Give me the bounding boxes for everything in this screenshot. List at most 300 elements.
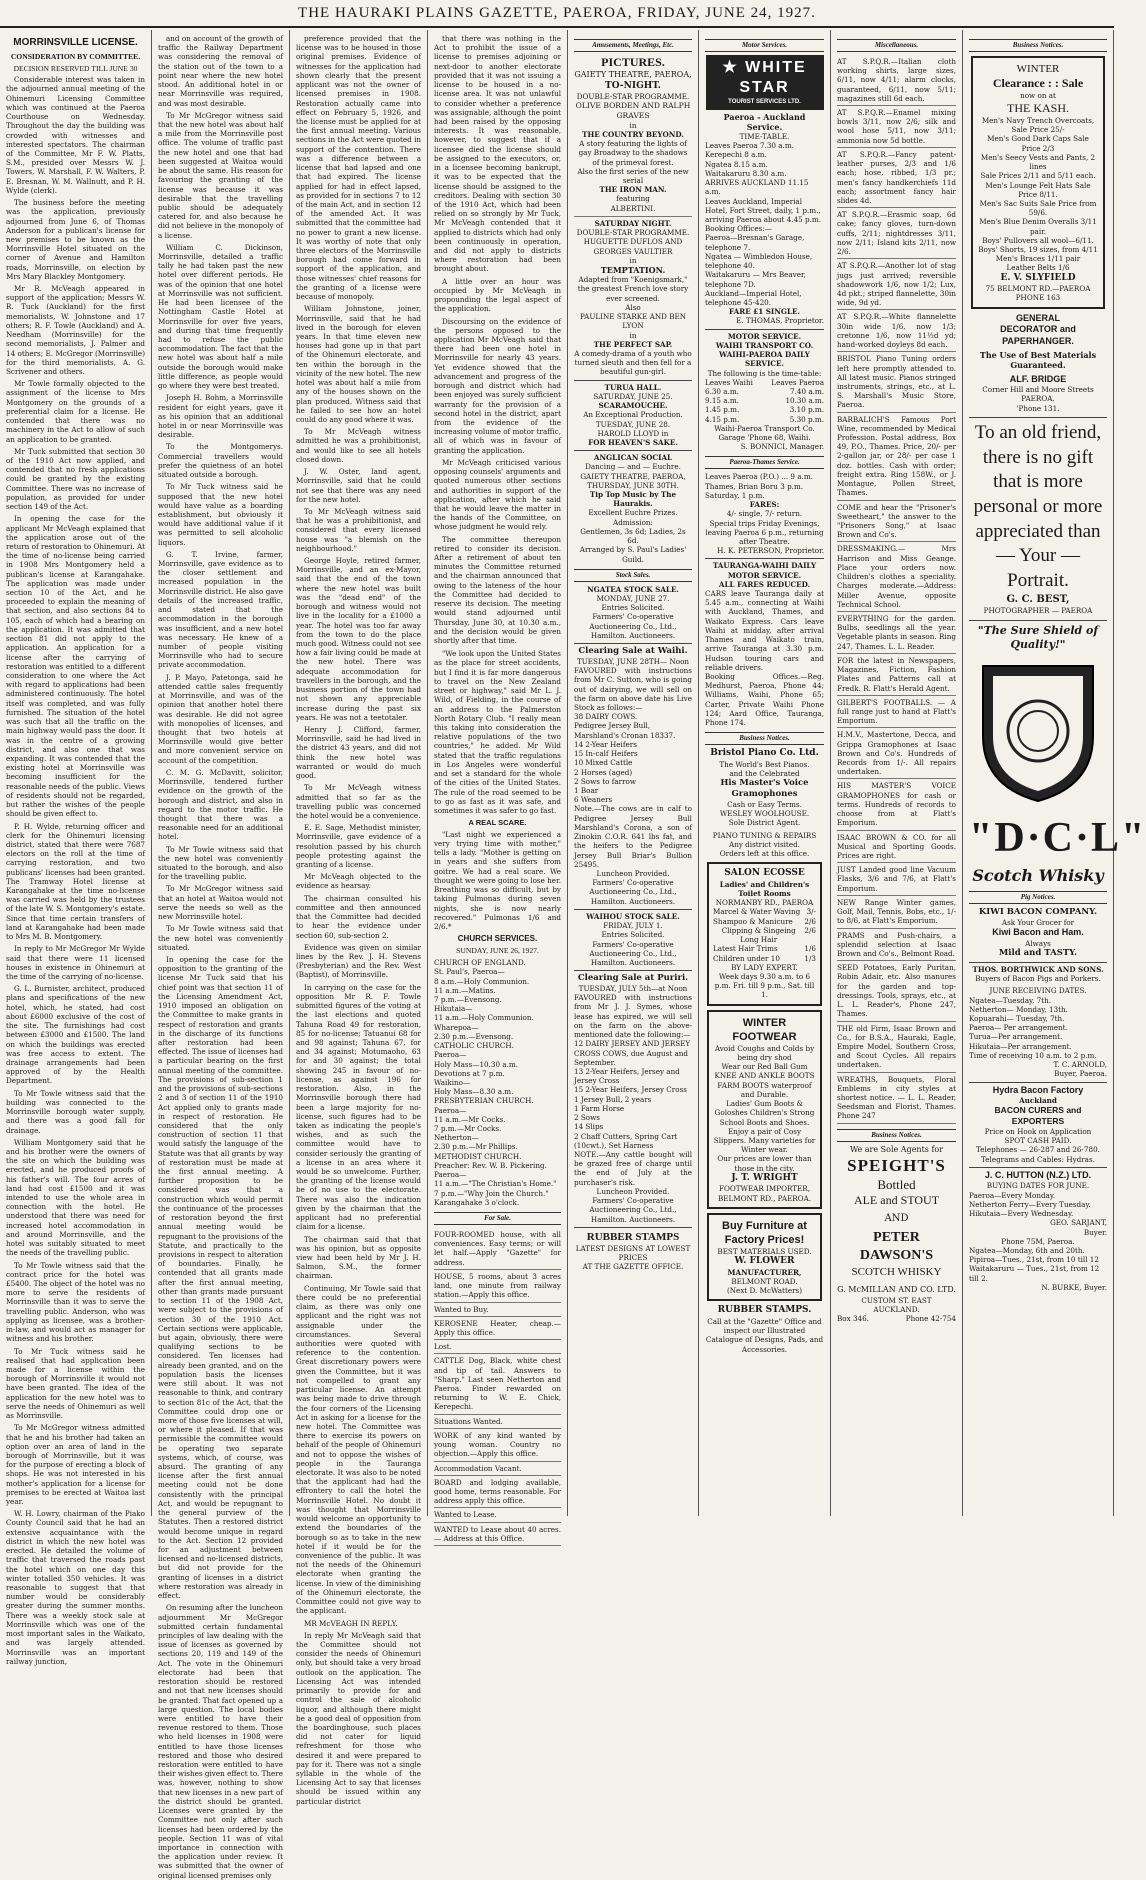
time-line: Leaves Paeroa 7.30 a.m. (705, 141, 794, 151)
winter: WINTER (1016, 62, 1060, 75)
misc-ad: HIS MASTER'S VOICE GRAMOPHONES for cash or terms. Hundreds of records to choose from at Flatt's Emporium. (837, 779, 956, 830)
bottled: Bottled (877, 1176, 916, 1192)
tues: TUESDAY, JUNE 28. (595, 419, 671, 429)
church-line: Hikutaia— (434, 1004, 473, 1014)
misc-ad: ISAAC BROWN & CO. for all Musical and Sporting Goods. Prices are right. (837, 831, 956, 864)
also1: Also the first series of the new serial (577, 166, 689, 186)
tuning3: Orders left at this office. (719, 849, 810, 859)
scaramouche: SCARAMOUCHE. (598, 401, 668, 411)
now-on: now on at (1020, 91, 1056, 101)
stock-item: 10 Mixed Cattle (574, 758, 633, 768)
misc-ad: AT S.P.Q.R.—Italian cloth working shirts, large sizes, 6/11, now 4/11; alarm clocks, guaranteed, 6/11, now 5/11; magazines still 6d each. (837, 55, 956, 106)
tele: Telephones — 26-287 and 26-780. Telegrams and Cables: Hydras. (976, 1145, 1100, 1164)
tuning: PIANO TUNING & REPAIRS (712, 830, 817, 840)
mfr: MANUFACTURER, (727, 1267, 802, 1277)
june: JUNE RECEIVING DATES. (989, 986, 1087, 996)
misc-ad: JUST Landed good line Vacuum Flasks, 3/6 and 7/6, at Flatt's Emporium. (837, 863, 956, 896)
buy: Buy Furniture at (722, 1219, 807, 1232)
wesley: WESLEY WOOLHOUSE. (719, 809, 810, 819)
column-5 (568, 30, 699, 1516)
rubber2: LATEST DESIGNS AT LOWEST PRICES (575, 1243, 691, 1263)
date-line: Pipiroa—Tues., 21st, from 10 till 12 (969, 1255, 1099, 1265)
arranged: Arranged by S. Paul's Ladies' Guild. (579, 545, 687, 564)
price-cell: 1/3 (804, 953, 816, 963)
church-line: Paeroa— (434, 1050, 467, 1060)
phone131: 'Phone 131. (1016, 403, 1060, 413)
prog2: DOUBLE-STAR PROGRAMME. (576, 228, 690, 238)
classified-item: FOUR-ROOMED house, with all conveniences. Easy terms; or will let half.—Apply "Gazette" for address. (434, 1228, 561, 1270)
stock-item: 2 Sows to farrow (574, 776, 637, 786)
timetable-cell: 4.15 p.m. (705, 414, 740, 424)
times (705, 141, 824, 224)
kash-items (977, 116, 1099, 273)
timetable-row (705, 415, 824, 424)
paragraph: The chairman said that that was his opinion, but as opposite view had been held by Mr J. H. Salmon, S.M., the former chairman. (296, 1234, 421, 1281)
stock-item: 13 2-Year Heifers, Jersey and Jersey Cross (574, 1067, 680, 1086)
date-line: Ngatea—Monday, 6th and 20th. (969, 1245, 1085, 1255)
winter-footwear-ad (707, 1010, 822, 1209)
timetable-row (705, 405, 824, 414)
stock-item: 2 Sows (574, 1113, 600, 1123)
misc-ad: AT S.P.Q.R.—Another lot of stag jugs just arrived; reversible shadowwork 1/6, now 1/2; Lux, 4d pkt.; striped flannelette, 30in wide, 9d yd. (837, 259, 956, 310)
price-cell: Latest Hair Trims (713, 944, 778, 954)
gaiety2: GAIETY THEATRE, PAEROA, (580, 471, 686, 481)
paragraph: Henry J. Clifford, farmer, Morrinsville, said he had lived in the district 43 years, and did not think the new hotel was warranted or would do much good. (296, 724, 421, 781)
stock-item: 2 Chaff Cutters, Spring Cart (10cwt.), Set Harness (574, 1131, 678, 1150)
film2: THE IRON MAN. (599, 185, 667, 195)
rules-of-road-article (434, 649, 561, 815)
paragraph: William Montgomery said that he and his brother were the owners of the site on which the building was erected, and he produced proofs of his father's will. The four acres of land had cost £1500 and it was intended to use the whole area in connection with the hotel. He understood that there was need for increased hotel accommodation in and around Morrinsville, and the hotel was suitably situated to meet the needs of the travelling public. (6, 1137, 145, 1258)
date-line: Turua—Per arrangement. (969, 1032, 1063, 1042)
star2: ALBERTINI. (610, 203, 656, 213)
classified-item: KEROSENE Heater, cheap.—Apply this office. (434, 1317, 561, 1340)
church-line: 2.30 p.m.—Mr Phillips. (434, 1142, 518, 1152)
desc1: A story featuring the lights of gay Broadway to the shadows of the primeval forest. (578, 139, 688, 167)
timetable-cell: 3.10 p.m. (789, 405, 824, 415)
phone: PHONE 163 (1015, 293, 1061, 303)
mgr: S. BONNICI, Manager. (740, 442, 824, 452)
misc-ad: THE old Firm, Isaac Brown and Co., for B.S.A., Hauraki, Eagle, Empire Model, Southern Cross, and Scout Cycles. All repairs undertaken. (837, 1022, 956, 1073)
church-line: Wharepoa— (434, 1022, 479, 1032)
article-body (296, 34, 421, 1806)
stock-item: 1 Farm Horse (574, 1103, 625, 1113)
paragraph: To Mr Towle witness said that the new hotel was conveniently situated. (158, 924, 283, 952)
church-line: PRESBYTERIAN CHURCH. (434, 1096, 534, 1106)
scotch: SCOTCH WHISKY (851, 1266, 942, 1279)
time-line: Kerepechi 8 a.m. (705, 150, 767, 160)
lloyd: HAROLD LLOYD in (597, 428, 669, 438)
time-line: ARRIVES AUCKLAND 11.15 a.m. (705, 178, 809, 197)
article-body (6, 75, 145, 1666)
price: Price on Hook on Application (984, 1127, 1092, 1137)
misc-ad: AT S.P.Q.R.—Enamel mixing bowls 3/11, now 2/6; silk and wool hose 5/11, now 3/11; ammonia now 5d bottle. (837, 106, 956, 148)
speights-ad (837, 1145, 956, 1324)
band: Tip Top Music by The Haurakis. (589, 490, 677, 509)
misc-ad: AT S.P.Q.R.—Fancy patent-leather purses, 2/3 and 1/6 each; hose, ribbed, 1/3 pr.; men's fancy handkerchiefs 11d each; assortment fancy hair slides 4d. (837, 148, 956, 208)
fares-reduced: ALL FARES REDUCED. (718, 579, 811, 589)
spot: SPOT CASH PAID. (1004, 1136, 1072, 1146)
prizes: Excellent Euchre Prizes. (588, 508, 678, 518)
tt-rows (705, 387, 824, 424)
farmers4: Farmers' Co-operative Auctioneering Co., Ltd., Hamilton. Auctioneers. (589, 1196, 677, 1224)
salon: SALON ECOSSE (724, 868, 805, 879)
winter3: Wear our Red Ball Gum KNEE AND ANKLE BOOTS FARM BOOTS waterproof and Durable. (714, 1062, 815, 1099)
paragraph: Considerable interest was taken in the adjourned annual meeting of the Ohinemuri Licensing Committee which was continued at the Paeroa Courthouse on Wednesday. Throughout the day the building was crowded with witnesses and interested spectators. The chairman of the Committee, Mr F. W. Platts, S.M., presided over Messrs W. J. Towers, W. Marshall, F. W. Walters, P. E. Bresnan, W. M. Wallnutt, and P. H. Wylde (clerk). (6, 75, 145, 195)
price-row (713, 926, 816, 944)
waihou: WAIHOU STOCK SALE. (574, 909, 692, 921)
misc-ad: DRESSMAKING.— Mrs Harrison and Miss Geange. Place your orders now. Children's clothes a speciality. Charges moderate.—Address: Miller Avenue, opposite Technical School. (837, 542, 956, 612)
gmc: G. McMILLAN AND CO. LTD. (837, 1285, 956, 1295)
winter6: Our prices are lower than those in the city. (717, 1154, 812, 1173)
clearance: Clearance : : Sale (992, 76, 1084, 91)
factory: Factory Prices! (724, 1233, 805, 1246)
church-line: Paeroa— (434, 1170, 467, 1180)
church-line: 8 a.m.—Holy Communion. (434, 976, 530, 986)
church-line: Karangahake 3 o'clock. (434, 1197, 520, 1207)
price-cell: Children under 10 (713, 953, 780, 963)
paragraph: MR McVEAGH IN REPLY. (304, 1618, 398, 1628)
buyers: Buyers of Bacon Pigs and Porkers. (975, 974, 1101, 984)
paragraph: To Mr McGregor witness said that an hotel at Waitoa would not serve the needs so well as the new Morrinsville hotel. (158, 884, 283, 922)
paragraph: Discoursing on the evidence of the persons opposed to the application Mr McVeagh said that there had been one hotel in Morrinsville for nearly 43 years. Yet evidence showed that the advancement and progress of the borough and district which had been enjoyed was surely sufficient warranty for the provision of a second hotel in the district, apart from the evidence of the increasing volume of motor traffic, all of which was in favour of granting the application. (434, 316, 561, 455)
paragraph: In reply Mr McVeagh said that the Committee should not consider the needs of Ohinemuri only, but should take a very broad outlook on the application. The Licensing Act was intended primarily to provide for and control the sale of alcoholic liquor, and although there might be a good deal of opposition from the boardinghouse, such places did not cater for liquid refreshment for those who desired it and were prepared to pay for it. There was not a single syllable in the whole of the Licensing Act to say that licenses should be issued within any particular district (296, 1630, 421, 1806)
paragraph: To Mr McGregor witness admitted that he and his brother had taken an option over an area of land in the borough of Morrinsville, but it was for the purpose of erecting a block of shops. He was not interested in his mother's application for a license for premises to be erected at Waitoa last year. (6, 1423, 145, 1507)
time-line: Leaves Auckland, Imperial Hotel, Fort Street, daily, 1 p.m., arriving Paeroa about 4.45 p.m. (705, 196, 822, 224)
misc-ad: BRISTOL Piano Tuning orders left here promptly attended to. All latest music. Pianos stringed instruments, strings, etc., at L. S. Marshall's Music Store, Paeroa. (837, 352, 956, 412)
price-row (713, 944, 816, 953)
logo-sub: TOURIST SERVICES LTD. (728, 98, 801, 105)
sale-item: Men's Sac Suits Sale Price from 59/6. (979, 198, 1097, 218)
film3: TEMPTATION. (600, 265, 666, 275)
classified-item: Situations Wanted. (434, 1415, 561, 1429)
tw-head: TAURANGA-WAIHI DAILY MOTOR SERVICE. (705, 558, 824, 579)
entries: Entries Solicited. (601, 603, 665, 613)
misc-ad: WREATHS, Bouquets, Floral Emblems in city styles at shortest notice. — L. L. Reader, Seedsman and Florist, Thames. Phone 247 (837, 1073, 956, 1124)
church-line: 11 a.m.—Holy Communion. (434, 1013, 534, 1023)
also2: Also (625, 302, 641, 312)
paragraph: A little over an hour was occupied by Mr McVeagh in propounding the legal aspect of the application. (434, 276, 561, 314)
agent: Sole District Agent. (728, 818, 801, 828)
farmers2: Farmers' Co-operative Auctioneering Co., Ltd., Hamilton. Auctioneers. (589, 878, 677, 906)
white-star-logo: ★ WHITE STAR TOURIST SERVICES LTD. (706, 55, 824, 110)
church-line: METHODIST CHURCH. (434, 1151, 522, 1161)
star-icon: ★ (722, 58, 746, 76)
adm-fee: Gentlemen, 3s 6d; Ladies, 2s 6d. (580, 526, 686, 546)
pictures-title: PICTURES. (601, 54, 665, 69)
date-line: Hikutaia—Every Wednesday. (969, 1209, 1074, 1219)
misc-items (837, 55, 956, 1124)
column-4 (428, 30, 568, 1543)
time-line: Ngatea 8.15 a.m. (705, 159, 768, 169)
stock-item: 15 In-calf Heifers (574, 749, 638, 759)
timetable-row (705, 387, 824, 396)
masthead (0, 0, 1114, 28)
kiwi: KIWI BACON COMPANY. (978, 907, 1098, 918)
next: (Next D. McWatters) (726, 1286, 803, 1296)
scare-heading: A REAL SCARE. (468, 818, 527, 828)
price-cell: Clipping & Singeing Long Hair (721, 925, 796, 945)
salon3: NORMANBY RD., PAEROA (715, 898, 814, 908)
biz-heading: Business Notices. (705, 732, 824, 745)
special: Special trips Friday Evenings, leaving Paeroa 6 p.m., returning after Theatre. (705, 518, 824, 546)
stars3: PAULINE STARKE AND BEN LYON (579, 312, 687, 331)
church-list (434, 958, 561, 1207)
motor-heading: Motor Services. (705, 39, 824, 52)
paragraph: Evidence was given on similar lines by the Rev. J. H. Stevens (Presbyterian) and the Rev. West (Baptist), of Morrinsville. (296, 942, 421, 980)
sale-item: Sale Prices 2/11 and 5/11 each. (980, 171, 1096, 181)
price-cell: 1/6 (804, 944, 816, 954)
ngatea: NGATEA STOCK SALE. (587, 584, 679, 594)
mild: Mild and TASTY. (998, 948, 1078, 959)
column-8 (963, 30, 1146, 1516)
paragraph: In opening the case for the applicant Mr McVeagh explained that the application arose out of the return of restoration to Ohinemuri. At the time of no-license being carried in 1908 Mrs Montgomery held a publican's license at Karangahake. The application was made under section 10 of the Act, and he proceeded to explain the meaning of that section, and also sections 84 to 105, each of which had a bearing on the application. It was admitted that section 81 did not apply to the application. An application for a license after the carrying of restoration was entitled to a different consideration to one where the Act with regard to applications had been administered continuously. The hotel itself was completed, and was fully furnished. The situation of the hotel was such that all the traffic on the main highway would pass the door. It was in the centre of a growing district, and also one that was expanding. It was contended that the existing hotel at Morrinsville was becoming insufficient for the reasonable needs of the public. Views of residents should not be regarded, but rather the wishes of the people should be given effect to. (6, 514, 145, 819)
puriri-list (574, 1039, 692, 1150)
dancing: Dancing — and — Euchre. (585, 462, 681, 472)
timetable-cell: 1.45 p.m. (705, 405, 740, 415)
paragraph: William Johnstone, joiner, Morrinsville, said that he had lived in the borough for eleven years. In that time eleven new houses had gone up in that part of the Ohinemuri electorate, and ten within the borough in the vicinity of the new hotel. The new hotel was about half a mile from any of the houses shown on the plan produced. Witness said that he failed to see how an hotel could do any good where it was. (296, 304, 421, 424)
paragraph: To Mr McVeagh witness admitted he was a prohibitionist, and would like to see all hotels closed down. (296, 427, 421, 464)
misc-ad: COME and hear the "Prisoner's Sweetheart," the answer to the "Prisoners Song," at Isaac Brown and Co's. (837, 501, 956, 543)
paragraph: P. H. Wylde, returning officer and clerk for the Ohinemuri licensing district, stated that there were 7687 electors on the roll at the time of carrying restoration, and two publicans' licenses had been granted. The Tramway Hotel license at Karangahake at the time no-license was carried was held by the trustees of the late W. S. Montgomery's estate. Since that time certain transfers of land at Karangahake had been made to Mrs M. B. Montgomery. (6, 821, 145, 942)
church-line: Waikino— (434, 1077, 471, 1087)
winter4: Ladies' Gum Boots & Goloshes Children's Strong School Boots and Shoes. (714, 1099, 815, 1127)
church-line: Preacher: Rev. W. B. Pickering. (434, 1160, 547, 1170)
classified-item: HOUSE, 5 rooms, about 3 acres land, one minute from railway station.—Apply this office. (434, 1270, 561, 1303)
classified-item: WANTED to Lease about 40 acres. — Address at this Office. (434, 1523, 561, 1546)
sole: We are Sole Agents for (849, 1144, 944, 1154)
sale-item: Boys' Pullovers all wool—6/11. (982, 235, 1094, 245)
scare-text: "Last night we experienced a very trying time with mother," tells a lady. "Mother is getting on in years and she suffers from goitre. We had a real scare. We thought we were going to lose her. Breathing was so difficult, but by taking Pulmonas during seven nights, she is now nearly recovered." Pulmonas 1/6 and 2/6.* (434, 829, 561, 931)
paragraph: preference provided that the license was to be housed in those original premises. Evidence of witnesses for the application had shown clearly that the present applicant was not the owner of licensed premises in 1908. Restoration actually came into effect on February 5, 1926, and the license must be applied for at the first annual meeting. Various sections in the Act were quoted in support of the contention. There was a difference between a license that had lapsed and one that had expired. The license applied for had in effect lapsed, as provided for in sections 7 to 12 of the main Act, and in section 12 of the amended Act. It was submitted that the committee had no power to grant a new license. It was worthy of note that only three electors of the Morrinsville borough had come forward in support of the application, and those witnesses' chief reasons for the granting of a license were because of monopoly. (296, 34, 421, 302)
social: ANGLICAN SOCIAL (574, 450, 692, 462)
paragraph: Joseph H. Bohm, a Morrinsville resident for eight years, gave it as his opinion that an additional hotel in or near Morrinsville was desirable. (158, 393, 283, 440)
always: Always (1025, 938, 1051, 948)
time-line: Waitakaruru 8.30 a.m. (705, 168, 787, 178)
church-line: CATHOLIC CHURCH. (434, 1041, 514, 1051)
office-line: Ngatea — Wimbledon House, telephone 40. (705, 251, 813, 271)
thurs: THURSDAY, JUNE 30TH. (587, 480, 679, 490)
paragraph: In opening the case for the opposition to the granting of the license Mr Tuck said that his chief point was that section 11 of the Licensing Amendment Act, 1910 imposed an obligation on the Committee to make grants in respect of restoration and grants in the discharge of its functions after restoration had been effected. The issue of licenses had a particular bearing on the first annual meeting of the committee. The provisions of sub-section 1 and the provisions of sub-sections 2 and 3 of section 11 of the 1910 Act applied only to grants made in respect of restoration. He considered that the only construction of section 11 that would satisfy the language of the Statute was that all grants by way of restoration must be made at the first annual meeting. A further proposition to be considered was that a construction which would permit the continuance of the processes of restoration beyond the first annual meeting would be repugnant to the provisions of the Statute, and practically to the provisions in respect to alteration of boundaries. Finally, he contended that all grants made after the first annual meeting, other than grants made pursuant to section 11 of the 1908 Act, were subject to the provisions of section 30 of the 1910 Act. Certain sections were applicable, but again, obviously, there were qualifying sections to be considered. Ten licenses had already been granted, and on the population basis the licenses were still about. It was not reasonable to think, and contrary to section 81c of the Act, that the Committee could drop one or more of those five licenses at will, or where it pleased. If that was permissible the committee would be operating two separate systems, which, of course, was absurd. The granting of any license after the first annual meeting could not be done consistently with the principal Act, and would be repugnant to the general purview of the Statutes. Then a restored district would become unique in regard to the Act. Section 12 provided for an adjustment between licensed and no-licensed districts, but did not provide for the granting of licenses in a district where restoration was already in effect. (158, 955, 283, 1601)
stock-item: 2 Horses (aged) (574, 767, 633, 777)
church-line: St. Paul's, Paeroa— (434, 967, 505, 977)
corner: Corner Hill and Moore Streets PAEROA. (982, 385, 1094, 404)
paragraph: George Hoyle, retired farmer, Morrinsville, and an ex-Mayor, said that the end of the town where the new hotel was built was the "dead end" of the borough and witness would not live in the locality for a £1000 a year. The hotel was too far away from the town to do the place much good. Witness could not see how a fair living could be made at the new hotel. There was adequate accommodation for travellers in the borough, and the business portion of the town had not shown any appreciable increase during the past six years. He was not a teetotaler. (296, 556, 421, 722)
sale-item: Leather Belts 1/6 (1006, 263, 1070, 273)
desc4: A comedy-drama of a youth who turned sleuth and then fell for a beautiful gun-girl. (574, 348, 692, 377)
curers: BACON CURERS and EXPORTERS (994, 1105, 1082, 1127)
winter2: Avoid Coughs and Colds by being dry shod (714, 1043, 815, 1063)
pig-heading: Pig Notices. (969, 891, 1107, 904)
alf: ALF. BRIDGE (1009, 373, 1067, 384)
customs: CUSTOM ST. EAST (861, 1295, 932, 1305)
furniture-ad (707, 1213, 822, 1302)
classified-item: Lost. (434, 1340, 561, 1354)
price-cell: 2/6 (804, 916, 816, 926)
paragraph: Mr Towle formally objected to the assignment of the license to Mrs Montgomery on the grounds of a preferential claim for a license. He contended that there was no machinery in the Act to allow of such an application to be granted. (6, 379, 145, 444)
timetable: TIME-TABLE. (739, 132, 790, 142)
date-line: Paeroa—Every Monday. (969, 1190, 1056, 1200)
stock-item: 14 2-Year Heifers (574, 739, 637, 749)
misc-heading: Miscellaneous. (837, 39, 956, 52)
classifieds (434, 1228, 561, 1546)
kash-ad (971, 56, 1105, 309)
speights: SPEIGHT'S (847, 1155, 946, 1175)
price-cell: 2/6 (804, 925, 816, 935)
forsale-heading: For Sale. (434, 1212, 561, 1225)
lunch: Luncheon Provided. (596, 868, 670, 878)
paragraph: To Mr Towle witness said that the new hotel was conveniently situated to the borough, and also for the travelling public. (158, 844, 283, 882)
kiwi2: Kiwi Bacon and Ham. (992, 927, 1084, 938)
jtw: J. T. WRIGHT (731, 1172, 798, 1183)
tw-book: Booking Offices.—Reg. Medhurst, Paeroa, Phone 44; Williams, Waihi, Phone 65; Carter, Private Waihi Phone 124; Aard Office, Tauranga, Phone 174. (705, 672, 824, 728)
tt-header: Leaves Waihi Leaves Paeroa (705, 377, 824, 387)
arnold2: Buyer, Paeroa. (1054, 1069, 1107, 1079)
sat: SATURDAY NIGHT. (574, 216, 692, 228)
wpt: Waihi-Paeroa Transport Co. (714, 423, 815, 433)
classified-item: Wanted to Lease. (434, 1508, 561, 1522)
church-line: 11 a.m.—"The Christian's Home." (434, 1179, 557, 1189)
phone75: Phone 75M, Paeroa. (1001, 1236, 1075, 1246)
price-cell: 3/- (806, 907, 816, 917)
waihi-paeroa: WAIHI-PAEROA DAILY SERVICE. (719, 350, 810, 369)
paragraph: J. W. Oster, land agent, Morrinsville, said that he could not see that there was any need for the new hotel. (296, 467, 421, 504)
biz-heading-8: Business Notices. (969, 39, 1107, 52)
theatre: GAIETY THEATRE, PAEROA, (574, 70, 692, 80)
prop: E. THOMAS, Proprietor. (736, 316, 824, 326)
belmont: 75 BELMONT RD.—PAEROA (985, 284, 1091, 294)
lunch2: Luncheon Provided. (596, 1186, 670, 1196)
paragraph: William C. Dickinson, Morrinsville, detailed a traffic tally he had taken past the new hotel over different periods. He was of the opinion that one hotel at Morrinsville was not sufficient. He had been licensee of the Nottingham Castle Hotel at Morrinsville for over five years, and during that time frequently had to refuse the public accommodation. The fact that the new hotel was about half a mile outside the borough would make little difference, as people would go where they were best treated. (158, 242, 283, 391)
portrait-ad: To an old friend, there is no gift that is more personal or more appreciated than — Your — Portrait. (969, 417, 1107, 594)
sarjant: GEO. SARJANT, (1050, 1218, 1107, 1228)
and: AND (884, 1212, 909, 1224)
time-line: Leaves Paeroa (P.O.) ... 9 a.m. (705, 472, 813, 482)
misc-ad: PRAMS and Push-chairs, a splendid selection at Isaac Brown and Co's., Belmont Road. (837, 929, 956, 962)
church-line: 7 p.m.—Mr Cocks. (434, 1124, 502, 1134)
salon-list (713, 907, 816, 962)
paragraph: In reply to Mr McGregor Mr Wylde said that there were 11 licensed houses in existence in Ohinemuri at the time of the carrying of no-license. (6, 944, 145, 982)
paragraph: that there was nothing in the Act to prohibit the issue of a license to premises adjoining or next-door to another electorate provided that it was not issuing a license to be housed in a no-license area. It was not unlawful to consider whether a preference was assignable, although the point had been raised by the opposing interests. It was reasonable, however, to suggest that if a licensee died the license should be assigned to the executors, or, in a licensee becoming bankrupt, it was to be expected that the license should be assigned to the creditors. Dealing with section 30 of the 1910 Act, which had been relied on so strongly by Mr Tuck, Mr McVeagh contended that it applied to districts which had only been continuously in operation, and did not apply to districts where restoration had been brought about. (434, 34, 561, 274)
stock-item: 6 Weaners (574, 795, 613, 805)
akl: AUCKLAND. (873, 1304, 920, 1314)
column-1 (0, 30, 152, 1666)
paragraph: The chairman consulted his committee and then announced that the Committee had decided to hear the evidence under section 60, sub-section 2. (296, 893, 421, 940)
paragraph: Mr McVeagh criticised various opposing counsels' arguments and quoted numerous other sections and authorities in support of the application, after which he said that he would leave the matter in the hands of the Committee, on whose judgment he would rely. (434, 457, 561, 532)
hutton-dates (969, 1191, 1107, 1219)
date-line: Netherton Ferry—Every Tuesday. (969, 1199, 1091, 1209)
column-6 (699, 30, 831, 1516)
belmont: BELMONT ROAD. (731, 1276, 798, 1286)
fri: FRIDAY, JULY 1. (603, 921, 663, 931)
in3: in (629, 330, 637, 340)
feat: featuring (616, 194, 650, 204)
sale-item: Men's Lounge Felt Hats Sale Price 8/11. (985, 180, 1091, 199)
film4: THE PERFECT SAP. (593, 339, 673, 349)
time-line: Thames, Brian Boru 3 p.m. (705, 481, 804, 491)
adm: Admission: (613, 517, 653, 527)
sale-item: Men's Seecy Vests and Pants, 2 lines (980, 152, 1096, 172)
article-body (158, 34, 283, 1880)
sale-item: Boys' Shorts, 19 sizes, from 4/11 (978, 245, 1098, 255)
scara-desc: An Exceptional Production. (583, 410, 683, 420)
classified-item: Accommodation Vacant. (434, 1462, 561, 1476)
mon: MONDAY, JUNE 27. (596, 593, 670, 603)
misc-ad: SEED Potatoes, Early Puritan, Robin Adair, etc. Also manures for the garden and top-dressings. Tools, sprays, etc., at L. L. Reader's, Phone 247, Thames. (837, 961, 956, 1021)
church-line: 2.30 p.m.—Evensong. (434, 1031, 514, 1041)
best: BEST MATERIALS USED. (717, 1246, 812, 1256)
paragraph: C. M. G. McDavitt, solicitor, Morrinsville, tendered further evidence on the growth of the borough and district, and also in regard to the motor traffic. He thought that there was a reasonable need for an additional hotel. (158, 767, 283, 842)
hkp: H. K. PETERSON, Proprietor. (717, 546, 824, 556)
stars1: OLIVE BORDEN AND RALPH GRAVES (575, 101, 691, 120)
column-3 (290, 30, 428, 1806)
paragraph: To Mr McGregor witness said that the new hotel was about half a mile from the Morrinsville post office. The volume of traffic past the new hotel and one that had been suggested at Waitoa would be about the same. His reason for favouring the granting of the license was because it was desirable that the travelling public should be adequately catered for, and also because he did not believe in the monopoly of a license. (158, 110, 283, 240)
office-line: Waitakaruru — Mrs Beaver, telephone 7D. (705, 270, 806, 289)
time-line: Saturday, 1 p.m. (705, 490, 765, 500)
paragraph: Mr McVeagh objected to the evidence as hearsay. (296, 872, 421, 891)
waihi-date: TUESDAY, JUNE 28TH— Noon (576, 656, 690, 666)
waihi-note: Note.—The cows are in calf to Pedigree Jersey Bull Marshland's Corona, a son of Zinokin C.O.R. 641 lbs fat, and the heifers to the Pedigree Jersey Bull Briar's Bullion 25495. (574, 804, 692, 869)
stock-heading: Stock Sales. (574, 569, 692, 582)
shield-title: "The Sure Shield of Quality!" (969, 620, 1107, 652)
cash: Cash or Easy Terms. (727, 799, 802, 809)
paragraph: To Mr Tuck witness said he realised that had application been made for a license within the borough of Morrinsville it would not have been granted. The idea of the application for the new hotel was to serve the needs of Ohinemuri as well as Morrinsville. (6, 1346, 145, 1421)
general: GENERAL (1015, 312, 1060, 323)
paragraph: E. E. Sage, Methodist minister, Morrinsville, gave evidence of a resolution passed by his church people protesting against the granting of a license. (296, 823, 421, 870)
church-line: 7 p.m.—"Why Join the Church." (434, 1188, 549, 1198)
paragraph: To Mr McVeagh witness said that he was a prohibitionist, and considered that every licensed house was "a blemish on the neighbourhood." (296, 506, 421, 553)
paragraph: On resuming after the luncheon adjournment Mr McGregor submitted certain fundamental principles of law dealing with the issue of licenses as governed by sections 20, 119 and 149 of the Act. The vote in the Ohinemuri electorate had been that restoration should be restored and not that new licenses should be granted. That fact opened up a large question. The local bodies were entitled to have their revenue restored to them. Those who held licenses in 1908 were entitled to have those licenses restored and those who desired restoration were entitled to have their wishes given effect to. There was, however, nothing to show that new licenses in a new part of the district should be granted. Licenses were granted by the Committee not only after such licenses had been ordered by the people. Section 11 was of vital importance in connection with the application under review. It was submitted that the owner of original licensed premises only (158, 1603, 283, 1880)
salon-ad (707, 862, 822, 1005)
salon2: Ladies' and Children's Toilet Rooms (719, 879, 810, 899)
misc-ad: FOR the latest in Newspapers, Magazines, Fiction, Fashion Plates and Patterns call at Fredk. R. Flatt's Herald Agent. (837, 654, 956, 696)
paragraph: In carrying on the case for the opposition Mr R. F. Towle submitted figures of the voting at the last elections and quoted Tahuna Road 49 for restoration, 85 for no-license; Tatuanui 68 for and 98 against; Tahuna 67, for and 34 against; Motumaoho, 63 for and 30 against; the total showing 245 in favour of no-license, as against 196 for restoration. Also, in the Morrinsville borough there had been a large majority for no-license, such figures had to be taken as indicating the people's wishes, and as such the committee would have to consider seriously the granting of a license in an area where it would be so unwelcome. Further, the granting of the license would be of no use to the electorate. There was also the indication given by the chairman that the applicant had no preferential claim for a license. (296, 982, 421, 1232)
date-line: Kopuarahi— Tuesday, 7th. (969, 1014, 1065, 1023)
sale-item: Men's Blue Denim Overalls 3/11 pair. (979, 217, 1097, 236)
ngatea-dates (969, 1246, 1107, 1283)
bristol-sub2: and the Celebrated (729, 769, 800, 779)
date-line: Netherton— Monday, 13th. (969, 1004, 1068, 1014)
paragraph: To Mr Towle witness said that the contract price for the hotel was £5400. The object of the hotel was no more to serve the residents of Morrinsville than it was to serve the travelling public. Anderson, who was applying as licensee, was a brother-in-law, and would act as manager for witness and his brother. (6, 1260, 145, 1344)
arnold: T. C. ARNOLD, (1053, 1060, 1107, 1070)
thames-times (705, 472, 824, 500)
office-line: Paeroa—Bresnan's Garage, telephone 7. (705, 233, 805, 252)
church-line: Netherton— (434, 1133, 479, 1143)
fare: FARE £1 SINGLE. (728, 307, 800, 317)
paragraph: J. P. Mayo, Patetonga, said he attended cattle sales frequently at Morrinsville, and was of the opinion that another hotel there was desirable. He did not agree with monopolies of licenses, and thought that two hotels at Morrinsville would give better and more convenient service on account of the competition. (158, 672, 283, 765)
turua-date: SATURDAY, JUNE 25. (593, 391, 673, 401)
column-7 (831, 30, 963, 1516)
date-line: Time of receiving 10 a.m. to 2 p.m. (969, 1050, 1097, 1060)
paragraph: Mr Tuck submitted that section 30 of the 1910 Act now applied, and contended that no fresh applications could be granted by the existing Committee. There was no increase of population, as provided for under section 149 of the Act. (6, 446, 145, 512)
kash: THE KASH. (1007, 100, 1069, 115)
flower: W. FLOWER (734, 1256, 795, 1267)
subhead-decision: DECISION RESERVED TILL JUNE 30 (13, 63, 138, 73)
desc3: Adapted from "Koenigsmark," the greatest French love story ever screened. (577, 275, 689, 303)
service: Paeroa - Auckland Service. (723, 111, 806, 132)
salon-expert: BY LADY EXPERT. (731, 962, 798, 972)
paragraph: To Mr McVeagh witness admitted that so far as the travelling public was concerned the hotel would be a convenience. (296, 783, 421, 820)
stock-item: 1 Boar (574, 786, 599, 795)
farmers: Farmers' Co-operative Auctioneering Co., Ltd., Hamilton. Auctioneers. (589, 612, 677, 640)
prog1: DOUBLE-STAR PROGRAMME. (576, 92, 690, 102)
stars2: HUGUETTE DUFLOS AND GEORGES VAULTIER (583, 237, 683, 256)
church-date: SUNDAY, JUNE 26, 1927. (456, 946, 539, 956)
church-heading: CHURCH SERVICES. (457, 934, 538, 944)
shield-icon (973, 656, 1103, 806)
paragraph: The business before the meeting was the application, previously adjourned from June 6, of Thomas Anderson for a publican's license for new premises to be known as the Morrinsville Hotel situated on the corner of Avenue and Hamilton roads, Morrinsville, on election by Mrs Mary Blackley Montgomery. (6, 198, 145, 281)
buying: BUYING DATES FOR JUNE. (986, 1181, 1090, 1191)
subhead: CONSIDERATION BY COMMITTEE. (10, 51, 141, 61)
